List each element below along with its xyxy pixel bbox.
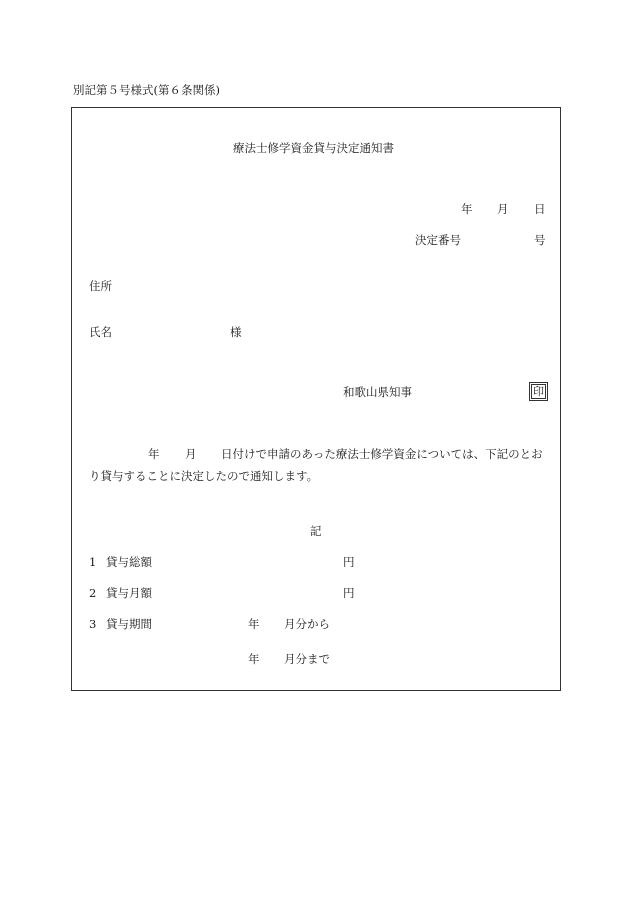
item-1-value: 円 [343,555,355,569]
date-day: 日 [534,202,546,216]
decision-number-suffix: 号 [534,233,546,247]
decision-number-label: 決定番号 [415,233,461,247]
date-year: 年 [461,202,473,216]
body-line1: 日付けで申請のあった療法士修学資金については、下記のとお [221,447,543,461]
body-line2: り貸与することに決定したので通知します。 [89,469,319,483]
item-3-label: 貸与期間 [106,617,152,631]
body-month: 月 [185,447,197,461]
item-2-number: 2 [89,586,97,600]
form-box [71,107,561,691]
item-2-label: 貸与月額 [106,586,152,600]
body-year: 年 [148,447,160,461]
item-3-year: 年 [248,617,260,631]
period-end-month-to: 月分まで [284,652,330,666]
issuer: 和歌山県知事 [343,385,412,399]
form-number: 別記第５号様式(第６条関係) [73,83,220,97]
item-2-value: 円 [343,586,355,600]
name-label: 氏名 [89,325,112,339]
address-label: 住所 [89,279,112,293]
ki-marker: 記 [310,524,322,538]
period-end-year: 年 [248,652,260,666]
honorific: 様 [230,325,242,339]
item-3-month-from: 月分から [284,617,330,631]
date-month: 月 [497,202,509,216]
item-1-label: 貸与総額 [106,555,152,569]
item-3-number: 3 [89,617,97,631]
item-1-number: 1 [89,555,97,569]
seal-mark: 印 [533,385,544,398]
document-title: 療法士修学資金貸与決定通知書 [233,141,394,155]
